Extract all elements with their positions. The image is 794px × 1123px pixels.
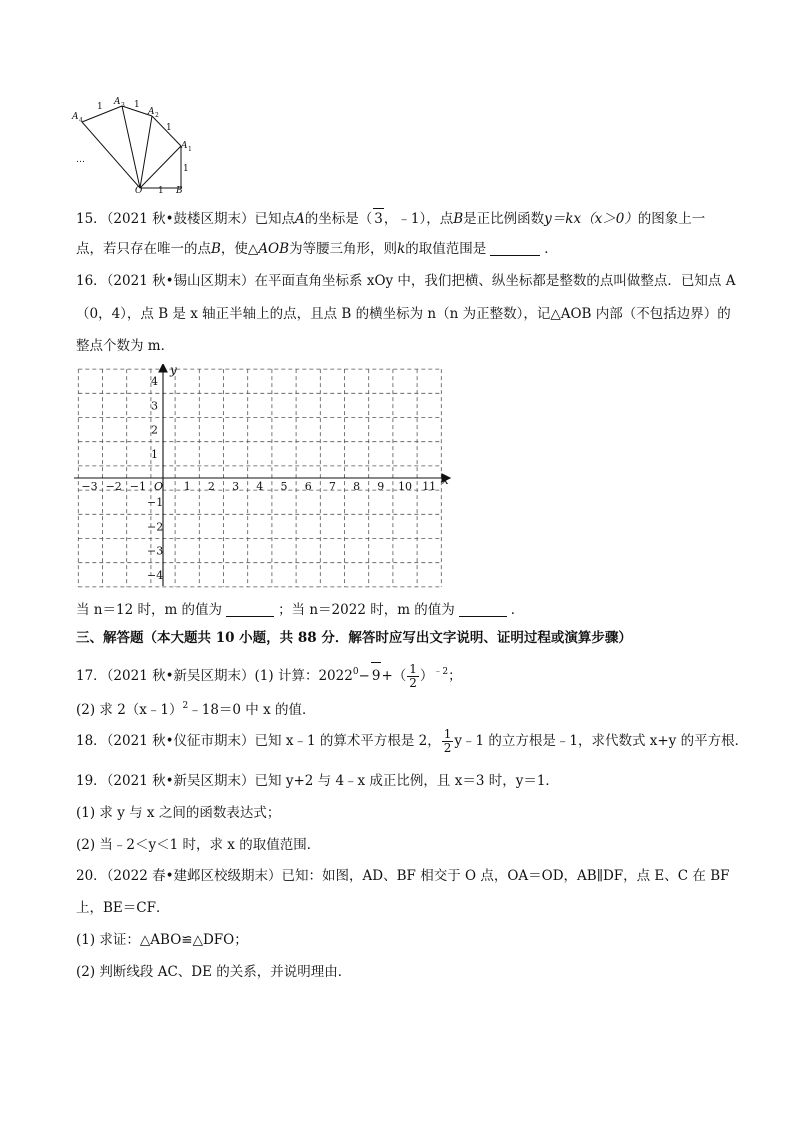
label-b: B [176,186,183,194]
svg-text:1: 1 [158,186,164,194]
q15-line1: 15．（2021 秋•鼓楼区期末）已知点A的坐标是（ 3，﹣1），点B是正比例函数y＝kx（x＞0）的图象上一 [76,208,705,229]
label-o: O [135,186,143,194]
label-a3: A [114,97,121,107]
y-tick-label: 4 [151,375,158,389]
answer-blank-1[interactable] [226,602,274,617]
x-tick-label: 5 [280,480,288,493]
y-tick-label: −4 [147,568,164,582]
x-tick-label: 10 [398,480,412,493]
q18-line: 18．（2021 秋•仪征市期末）已知 x﹣1 的算术平方根是 2， $\frac{1}{2}$ y﹣1 的立方根是﹣1，求代数式 x+y 的平方根． [76,727,749,755]
svg-text:1: 1 [97,102,103,112]
svg-text:4: 4 [79,117,83,124]
x-tick-label: 4 [256,480,264,493]
svg-text:1: 1 [188,146,192,153]
x-tick-label: −1 [129,480,147,493]
answer-blank-2[interactable] [459,602,507,617]
y-tick-label: −2 [147,520,164,534]
svg-text:1: 1 [134,100,140,110]
q17-line1: 17．（2021 秋•新吴区期末）(1) 计算：$2022^0- 9+$（ $\frac{1}{2}$ ）$^{﹣2}$； [76,662,462,690]
coordinate-grid [74,364,454,588]
section-title: 三、解答题（本大题共 10 小题，共 88 分．解答时应写出文字说明、证明过程或演算步骤） [76,630,632,646]
label-a1: A [181,141,188,151]
q20-line1: 20．（2022 春•建邺区校级期末）已知：如图，AD、BF 相交于 O 点，OA＝OD，AB∥DF，点 E、C 在 BF [76,868,730,884]
y-tick-label: 3 [151,399,158,413]
q19-line1: 19．（2021 秋•新吴区期末）已知 y+2 与 4﹣x 成正比例，且 x＝3 时，y＝1． [76,773,559,789]
svg-text:1: 1 [183,164,189,174]
q19-line3: (2) 当﹣2＜y＜1 时，求 x 的取值范围． [76,837,321,853]
x-tick-label: −2 [105,480,122,493]
q16-answer: 当 n＝12 时，m 的值为 ；当 n＝2022 时，m 的值为 ． [76,602,525,618]
sqrt-9: 9 [371,662,382,689]
fan-figure [70,92,200,194]
x-tick-label: 8 [353,480,361,493]
label-a4: A [72,112,79,122]
q15-line2: 点，若只存在唯一的点B，使△AOB为等腰三角形，则k的取值范围是 ． [76,241,558,257]
x-tick-label: 11 [422,480,437,493]
svg-text:1: 1 [166,123,172,133]
x-tick-label: 6 [304,480,312,493]
x-axis-label: x [442,473,449,487]
q16-line2: （0，4），点 B 是 x 轴正半轴上的点，且点 B 的横坐标为 n（n 为正整数），记△AOB 内部（不包括边界）的 [76,306,731,322]
q16-line3: 整点个数为 m． [76,338,175,354]
x-tick-label: 1 [183,480,191,493]
svg-text:3: 3 [121,102,125,109]
ellipsis: … [76,155,85,165]
sqrt-3: 3 [373,208,384,229]
y-tick-label: −1 [147,496,164,510]
q20-line3: (1) 求证：△ABO≌△DFO； [76,932,248,948]
label-a2: A [148,107,155,117]
q20-line2: 上，BE＝CF． [76,900,170,916]
fraction-half: $\frac{1}{2}$ [409,662,417,690]
y-tick-label: 2 [151,423,158,437]
origin-label: O [154,480,164,493]
q17-line2: (2) 求 2（x﹣1）$^2$﹣18＝0 中 x 的值． [76,701,316,718]
svg-text:2: 2 [155,112,159,119]
x-tick-label: 2 [207,480,215,493]
answer-blank[interactable] [490,241,540,256]
x-tick-label: −3 [81,480,98,493]
q20-line4: (2) 判断线段 AC、DE 的关系，并说明理由． [76,964,352,980]
q19-line2: (1) 求 y 与 x 之间的函数表达式； [76,805,281,821]
y-axis-label: y [170,364,177,377]
x-tick-label: 7 [328,480,336,493]
x-tick-label: 3 [232,480,240,493]
y-tick-label: 1 [151,447,158,461]
fraction-half: $\frac{1}{2}$ [443,727,452,755]
x-tick-label: 9 [377,480,385,493]
y-tick-label: −3 [147,544,164,558]
q16-line1: 16．（2021 秋•锡山区期末）在平面直角坐标系 xOy 中，我们把横、纵坐标都是整数的点叫做整点．已知点 A [76,273,736,289]
